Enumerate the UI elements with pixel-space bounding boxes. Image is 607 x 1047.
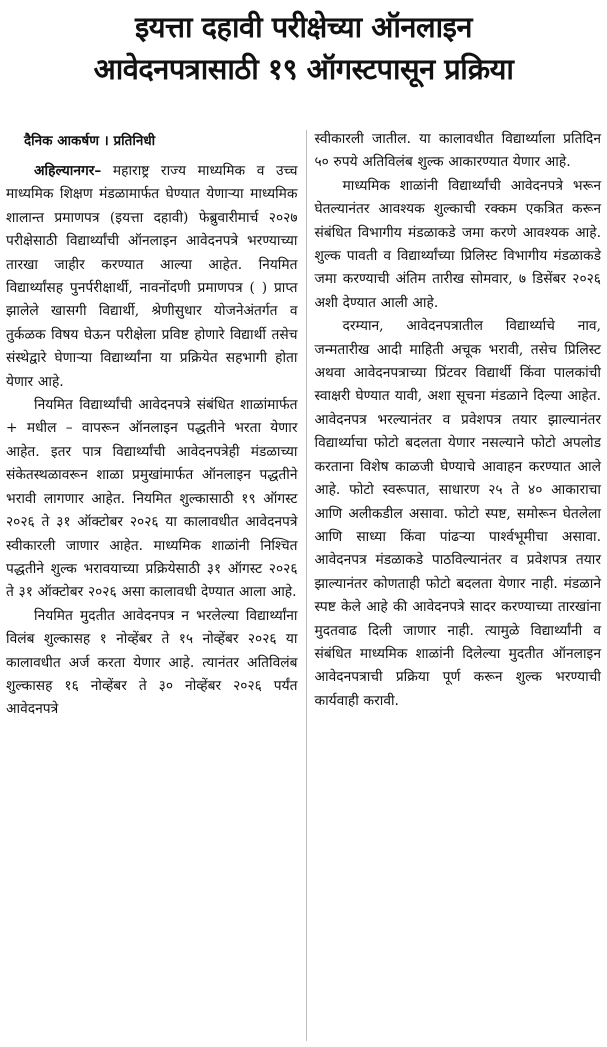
paragraph-4: माध्यमिक शाळांनी विद्यार्थ्यांची आवेदनपत्रे भरून घेतल्यानंतर आवश्यक शुल्काची रक्कम एकत्रित करून संबंधित विभागीय मंडळाकडे जमा करणे आवश्यक आहे. शुल्क पावती व विद्यार्थ्यांच्या प्रिलिस्ट विभागीय मंडळाकडे जमा करण्याची अंतिम तारीख सोमवार, ७ डिसेंबर २०२६ अशी देण्यात आली आहे. xyxy=(314,177,601,311)
headline-line-1: इयत्ता दहावी परीक्षेच्या ऑनलाइन xyxy=(134,10,473,44)
paragraph-5: दरम्यान, आवेदनपत्रातील विद्यार्थ्याचे नाव, जन्मतारीख आदी माहिती अचूक भरावी, तसेच प्रिलिस्ट अथवा आवेदनपत्राच्या प्रिंटवर विद्यार्थी किंवा पालकांची स्वाक्षरी घेण्यात यावी, अशा सूचना मंडळाने दिल्या आहेत. आवेदनपत्र भरल्यानंतर व प्रवेशपत्र तयार झाल्यानंतर विद्यार्थ्याचा फोटो बदलता येणार नसल्याने फोटो अपलोड करताना विशेष काळजी घेण्याचे आवाहन करण्यात आले आहे. फोटो स्वरूपात, साधारण २५ ते ४० आकाराचा आणि अलीकडील असावा. फोटो स्पष्ट, समोरून घेतलेला आणि साध्या किंवा पांढऱ्या पार्श्वभूमीचा असावा. आवेदनपत्र मंडळाकडे पाठविल्यानंतर व प्रवेशपत्र तयार झाल्यानंतर कोणताही फोटो बदलता येणार नाही. मंडळाने स्पष्ट केले आहे की आवेदनपत्रे सादर करण्याच्या तारखांना मुदतवाढ दिली जाणार नाही. त्यामुळे विद्यार्थ्यांनी व संबंधित माध्यमिक शाळांनी दिलेल्या मुदतीत ऑनलाइन आवेदनपत्राची प्रक्रिया पूर्ण करून शुल्क भरण्याची कार्यवाही करावी. xyxy=(314,318,601,709)
paragraph-3-continued: स्वीकारली जातील. या कालावधीत विद्यार्थ्याला प्रतिदिन ५० रुपये अतिविलंब शुल्क आकारण्यात येणार आहे. xyxy=(314,131,601,171)
article-columns xyxy=(6,128,601,1047)
paragraph-3: नियमित मुदतीत आवेदनपत्र न भरलेल्या विद्यार्थ्यांना विलंब शुल्कासह १ नोव्हेंबर ते १५ नोव्हेंबर २०२६ या कालावधीत अर्ज करता येणार आहे. त्यानंतर अतिविलंब शुल्कासह १६ नोव्हेंबर ते ३० नोव्हेंबर २०२६ पर्यंत आवेदनपत्रे xyxy=(6,607,298,718)
paragraph-2: नियमित विद्यार्थ्यांची आवेदनपत्रे संबंधित शाळांमार्फत + मधील – वापरून ऑनलाइन पद्धतीने भरता येणार आहेत. इतर पात्र विद्यार्थ्यांची आवेदनपत्रेही मंडळाच्या संकेतस्थळावरून शाळा प्रमुखांमार्फत ऑनलाइन पद्धतीने भरावी लागणार आहेत. नियमित शुल्कासाठी १९ ऑगस्ट २०२६ ते ३१ ऑक्टोबर २०२६ या कालावधीत आवेदनपत्रे स्वीकारली जाणार आहेत. माध्यमिक शाळांनी निश्चित पद्धतीने शुल्क भरावयाच्या प्रक्रियेसाठी ३१ ऑगस्ट २०२६ ते ३१ ऑक्टोबर २०२६ असा कालावधी देण्यात आला आहे. xyxy=(6,397,298,601)
byline: दैनिक आकर्षण । प्रतिनिधी xyxy=(24,133,156,149)
dateline: अहिल्यानगर– xyxy=(34,163,102,179)
headline-line-2: आवेदनपत्रासाठी १९ ऑगस्टपासून प्रक्रिया xyxy=(93,52,514,86)
paragraph-1-body: महाराष्ट्र राज्य माध्यमिक व उच्च माध्यमिक शिक्षण मंडळामार्फत घेण्यात येणाऱ्या माध्यमिक शालान्त प्रमाणपत्र (इयत्ता दहावी) फेब्रुवारीमार्च २०२७ परीक्षेसाठी विद्यार्थ्यांची ऑनलाइन आवेदनपत्रे भरण्याच्या तारखा जाहीर करण्यात आल्या आहेत. नियमित विद्यार्थ्यांसह पुनर्परीक्षार्थी, नावनोंदणी प्रमाणपत्र ( ) प्राप्त झालेले खासगी विद्यार्थी, श्रेणीसुधार योजनेअंतर्गत व तुर्कळक विषय घेऊन परीक्षेला प्रविष्ट होणारे विद्यार्थी तसेच संस्थेद्वारे घेणाऱ्या विद्यार्थ्यांना या प्रक्रियेत सहभागी होता येणार आहे. xyxy=(6,163,298,390)
article-column-left xyxy=(6,128,306,1047)
headline xyxy=(6,0,601,90)
article-column-right xyxy=(307,128,602,1047)
paragraph-1 xyxy=(6,160,298,394)
